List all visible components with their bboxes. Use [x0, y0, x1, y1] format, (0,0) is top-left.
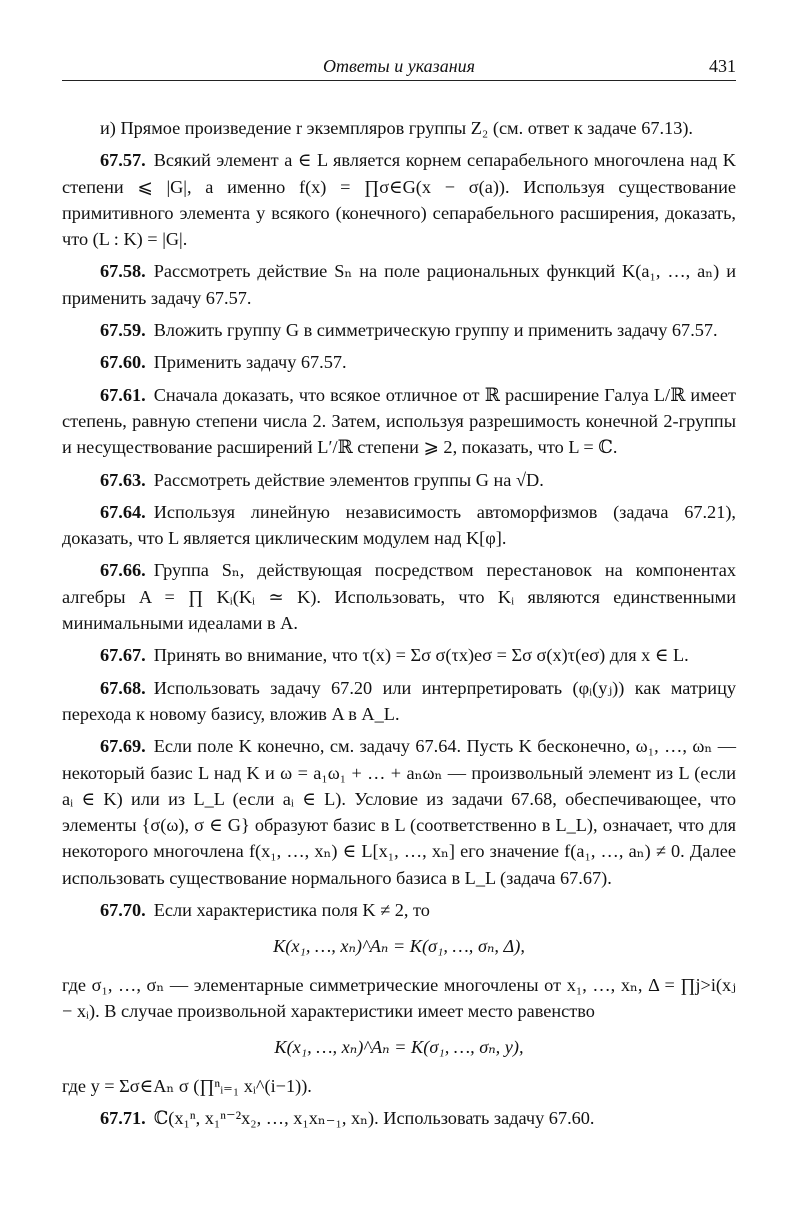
- answer-paragraph: [62, 147, 736, 252]
- answer-paragraph: [62, 349, 736, 375]
- problem-number: 67.70.: [100, 900, 146, 921]
- paragraph-text: Рассмотреть действие элементов группы G на √D.: [153, 469, 544, 490]
- paragraph-text: Сначала доказать, что всякое отличное от ℝ расширение Галуа L/ℝ имеет степень, равную степени числа 2. Затем, используя разрешимость конечной 2-группы и несуществование расширений L′/ℝ степени ⩾ 2, показать, что L = ℂ.: [62, 384, 736, 458]
- display-formula: K(x₁, …, xₙ)^Aₙ = K(σ₁, …, σₙ, y),: [274, 1037, 524, 1058]
- paragraph-text: Если характеристика поля K ≠ 2, то: [153, 900, 430, 921]
- page-header: [62, 52, 736, 81]
- paragraph-text: Всякий элемент a ∈ L является корнем сепарабельного многочлена над K степени ⩽ |G|, а именно f(x) = ∏σ∈G(x − σ(a)). Используя существование примитивного элемента у всякого (конечного) сепарабельного расширения, доказать, что (L : K) = |G|.: [62, 150, 736, 250]
- paragraph-text: где y = Σσ∈Aₙ σ (∏ⁿᵢ₌₁ xᵢ^(i−1)).: [62, 1075, 312, 1096]
- paragraph-text: Применить задачу 67.57.: [153, 352, 347, 373]
- paragraph-text: Рассмотреть действие Sₙ на поле рациональных функций K(a₁, …, aₙ) и применить задачу 67.57.: [62, 261, 736, 308]
- paragraph-text: Вложить группу G в симметрическую группу и применить задачу 67.57.: [153, 320, 718, 341]
- paragraph-text: Если поле K конечно, см. задачу 67.64. Пусть K бесконечно, ω₁, …, ωₙ — некоторый базис L над K и ω = a₁ω₁ + … + aₙωₙ — произвольный элемент из L (если aᵢ ∈ K) или из L_L (если aᵢ ∈ L). Условие из задачи 67.68, обеспечивающее, что элементы {σ(ω), σ ∈ G} образуют базис в L (соответственно в L_L), означает, что для некоторого многочлена f(x₁, …, xₙ) ∈ L[x₁, …, xₙ] его значение f(a₁, …, aₙ) ≠ 0. Далее использовать существование нормального базиса в L_L (задача 67.67).: [62, 736, 736, 888]
- answer-paragraph: [62, 642, 736, 668]
- answer-paragraph: [62, 258, 736, 311]
- problem-number: 67.68.: [100, 677, 146, 698]
- problem-number: 67.61.: [100, 384, 146, 405]
- answer-paragraph: [62, 897, 736, 923]
- page-number: 431: [709, 56, 736, 76]
- answer-paragraph: [62, 733, 736, 891]
- paragraph-text: Принять во внимание, что τ(x) = Σσ σ(τx)eσ = Σσ σ(x)τ(eσ) для x ∈ L.: [153, 645, 689, 666]
- problem-number: 67.57.: [100, 150, 146, 171]
- problem-number: 67.60.: [100, 352, 146, 373]
- problem-number: 67.58.: [100, 261, 146, 282]
- answer-paragraph: [62, 317, 736, 343]
- paragraph-text: ℂ(x₁ⁿ, x₁ⁿ⁻²x₂, …, x₁xₙ₋₁, xₙ). Использовать задачу 67.60.: [153, 1107, 595, 1128]
- problem-number: 67.59.: [100, 320, 146, 341]
- paragraph-text: где σ₁, …, σₙ — элементарные симметрические многочлены от x₁, …, xₙ, Δ = ∏j>i(xⱼ − xᵢ). В случае произвольной характеристики имеет место равенство: [62, 974, 736, 1021]
- answer-paragraph: [62, 675, 736, 728]
- paragraph-text: и) Прямое произведение r экземпляров группы Z₂ (см. ответ к задаче 67.13).: [100, 118, 693, 138]
- answer-paragraph: [62, 115, 736, 141]
- running-title: Ответы и указания: [322, 56, 476, 76]
- paragraph-text: Группа Sₙ, действующая посредством перестановок на компонентах алгебры A = ∏ Kᵢ(Kᵢ ≃ K). Использовать, что Kᵢ являются единственными минимальными идеалами в A.: [62, 560, 736, 634]
- answer-paragraph: [62, 557, 736, 636]
- answer-paragraph: [62, 467, 736, 493]
- problem-number: 67.71.: [100, 1107, 146, 1128]
- problem-number: 67.66.: [100, 560, 146, 581]
- answer-paragraph: [62, 382, 736, 461]
- paragraph-text: Использовать задачу 67.20 или интерпретировать (φᵢ(yⱼ)) как матрицу перехода к новому базису, вложив A в A_L.: [62, 677, 736, 724]
- problem-number: 67.67.: [100, 645, 146, 666]
- problem-number: 67.63.: [100, 469, 146, 490]
- page-body: [62, 115, 736, 1137]
- display-formula: K(x₁, …, xₙ)^Aₙ = K(σ₁, …, σₙ, Δ),: [273, 936, 525, 957]
- problem-number: 67.64.: [100, 501, 146, 522]
- paragraph-text: Используя линейную независимость автоморфизмов (задача 67.21), доказать, что L является циклическим модулем над K[φ].: [62, 501, 736, 549]
- answer-paragraph: [62, 499, 736, 552]
- answer-paragraph: [62, 1105, 736, 1131]
- problem-number: 67.69.: [100, 736, 146, 757]
